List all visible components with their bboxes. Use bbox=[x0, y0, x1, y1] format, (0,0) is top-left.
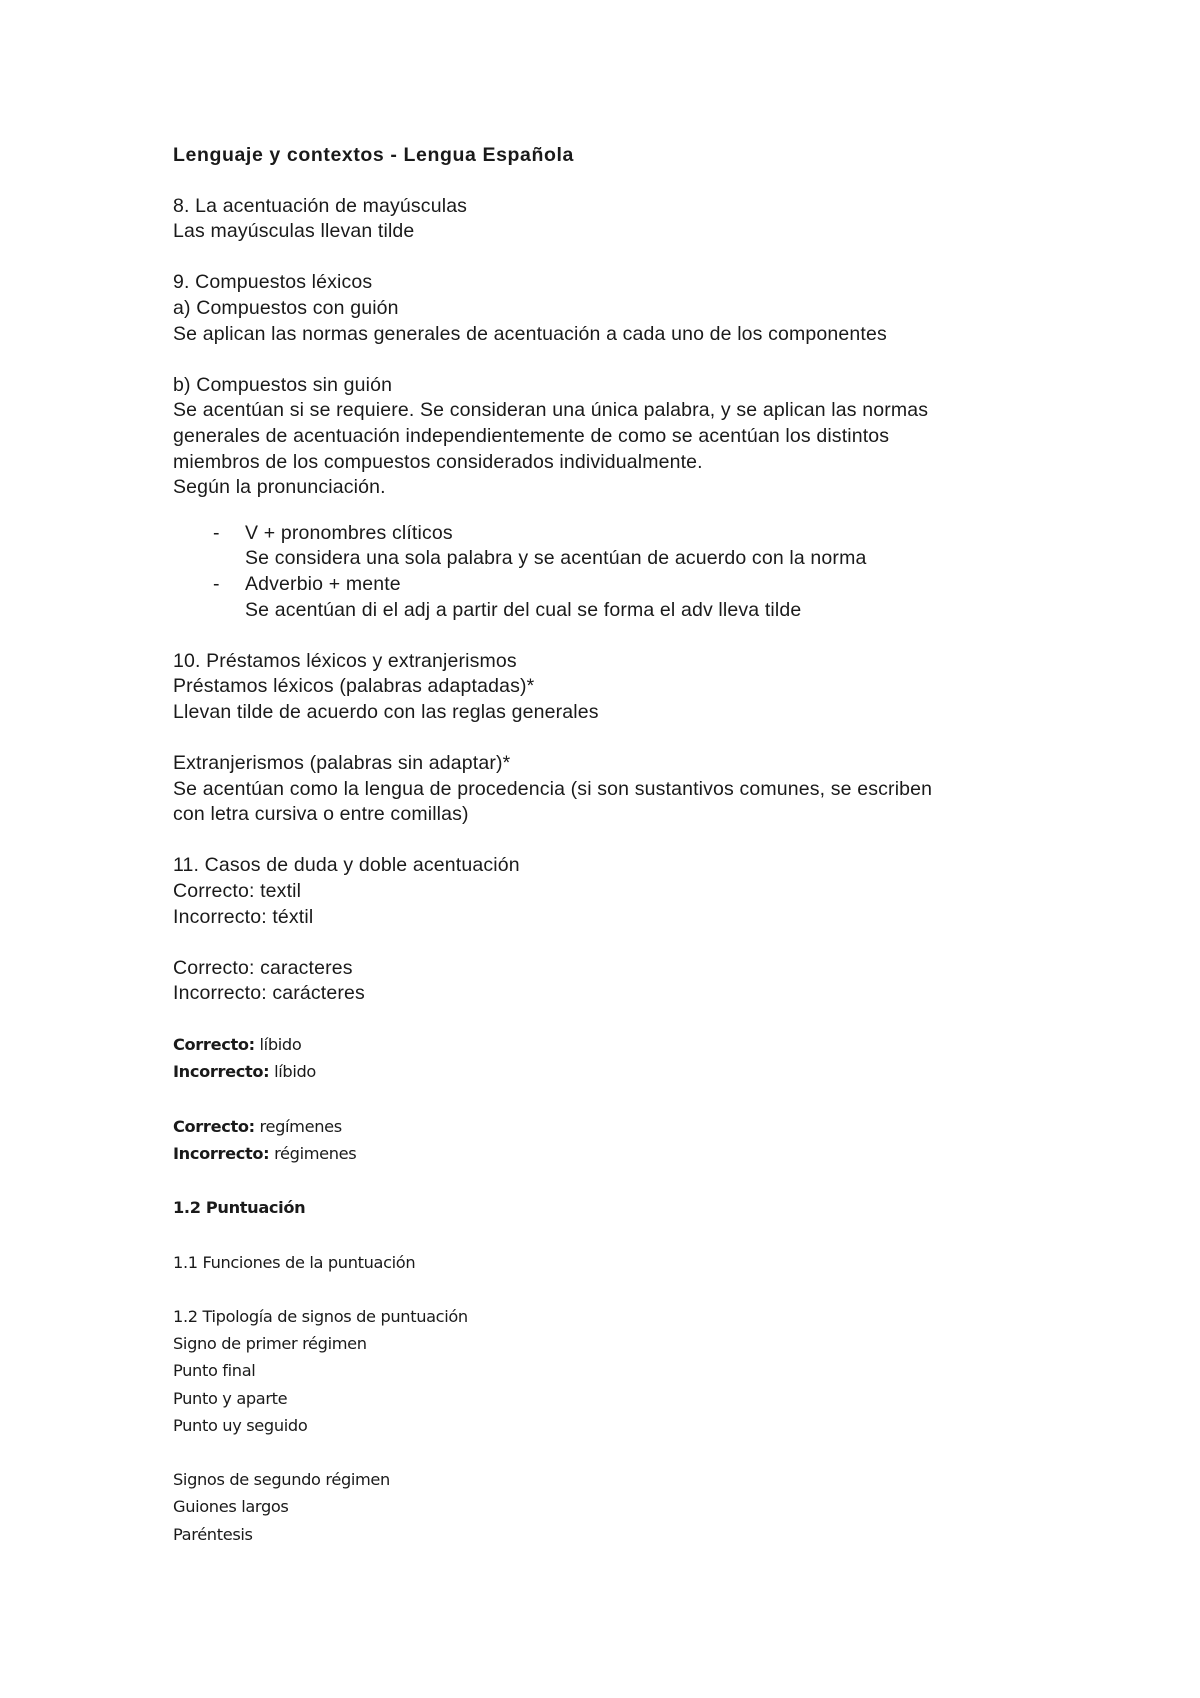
section-10-p2: Extranjerismos (palabras sin adaptar)* bbox=[173, 752, 511, 775]
bullet-dash: - bbox=[213, 521, 220, 544]
section-9b-text-2: generales de acentuación independientemente de como se acentúan los distintos bbox=[173, 424, 890, 447]
section-8-heading: 8. La acentuación de mayúsculas bbox=[173, 194, 468, 217]
bullet-text: Se acentúan di el adj a partir del cual se forma el adv lleva tilde bbox=[245, 598, 802, 621]
document-title: Lenguaje y contextos - Lengua Española bbox=[173, 144, 574, 166]
correct-example: Correcto: textil bbox=[173, 880, 302, 903]
section-10-p2-text-1: Se acentúan como la lengua de procedencia (si son sustantivos comunes, se escriben bbox=[173, 777, 933, 800]
incorrect-example: Incorrecto: carácteres bbox=[173, 982, 365, 1005]
incorrect-label: Incorrecto: bbox=[173, 1143, 270, 1163]
incorrect-example bbox=[173, 1058, 1073, 1085]
incorrect-example: Incorrecto: téxtil bbox=[173, 905, 314, 928]
correct-example bbox=[173, 1113, 1073, 1140]
section-10-p1-text: Llevan tilde de acuerdo con las reglas generales bbox=[173, 700, 599, 723]
list-item: Punto uy seguido bbox=[173, 1415, 308, 1435]
section-10-heading: 10. Préstamos léxicos y extranjerismos bbox=[173, 649, 517, 672]
section-9b-text-3: miembros de los compuestos considerados individualmente. bbox=[173, 450, 703, 473]
list-item: Punto final bbox=[173, 1361, 256, 1381]
section-10-p1: Préstamos léxicos (palabras adaptadas)* bbox=[173, 675, 535, 698]
list-item bbox=[173, 572, 1073, 623]
bullet-title: V + pronombres clíticos bbox=[245, 521, 453, 544]
correct-word: regímenes bbox=[254, 1116, 342, 1136]
incorrect-word: régimenes bbox=[269, 1143, 357, 1163]
list-item: Signo de primer régimen bbox=[173, 1334, 367, 1354]
section-9a-text: Se aplican las normas generales de acentuación a cada uno de los componentes bbox=[173, 322, 887, 345]
puntuacion-subheading-1: 1.1 Funciones de la puntuación bbox=[173, 1252, 416, 1272]
list-item: Signos de segundo régimen bbox=[173, 1470, 390, 1490]
list-item: Paréntesis bbox=[173, 1524, 253, 1544]
section-8-text: Las mayúsculas llevan tilde bbox=[173, 220, 415, 243]
section-9b-text-4: Según la pronunciación. bbox=[173, 476, 386, 499]
section-9b-text-1: Se acentúan si se requiere. Se consideran una única palabra, y se aplican las normas bbox=[173, 399, 929, 422]
bullet-dash: - bbox=[213, 572, 220, 595]
section-9a-heading: a) Compuestos con guión bbox=[173, 296, 399, 319]
list-item: Punto y aparte bbox=[173, 1388, 288, 1408]
incorrect-example bbox=[173, 1140, 1073, 1167]
section-9b-heading: b) Compuestos sin guión bbox=[173, 373, 393, 396]
puntuacion-heading: 1.2 Puntuación bbox=[173, 1198, 306, 1218]
correct-label: Correcto: bbox=[173, 1116, 255, 1136]
incorrect-label: Incorrecto: bbox=[173, 1062, 270, 1082]
section-11-heading: 11. Casos de duda y doble acentuación bbox=[173, 854, 520, 877]
list-item bbox=[173, 521, 1073, 572]
list-item: Guiones largos bbox=[173, 1497, 289, 1517]
section-9-heading: 9. Compuestos léxicos bbox=[173, 271, 373, 294]
section-10-p2-text-2: con letra cursiva o entre comillas) bbox=[173, 803, 469, 826]
correct-word: líbido bbox=[254, 1035, 302, 1054]
correct-example bbox=[173, 1031, 1073, 1058]
incorrect-word: líbido bbox=[269, 1062, 316, 1082]
document-page bbox=[173, 143, 1073, 1548]
bullet-text: Se considera una sola palabra y se acentúan de acuerdo con la norma bbox=[245, 547, 867, 570]
correct-label: Correcto: bbox=[173, 1035, 255, 1054]
correct-example: Correcto: caracteres bbox=[173, 956, 353, 979]
bullet-title: Adverbio + mente bbox=[245, 572, 401, 595]
puntuacion-subheading-2: 1.2 Tipología de signos de puntuación bbox=[173, 1306, 468, 1326]
